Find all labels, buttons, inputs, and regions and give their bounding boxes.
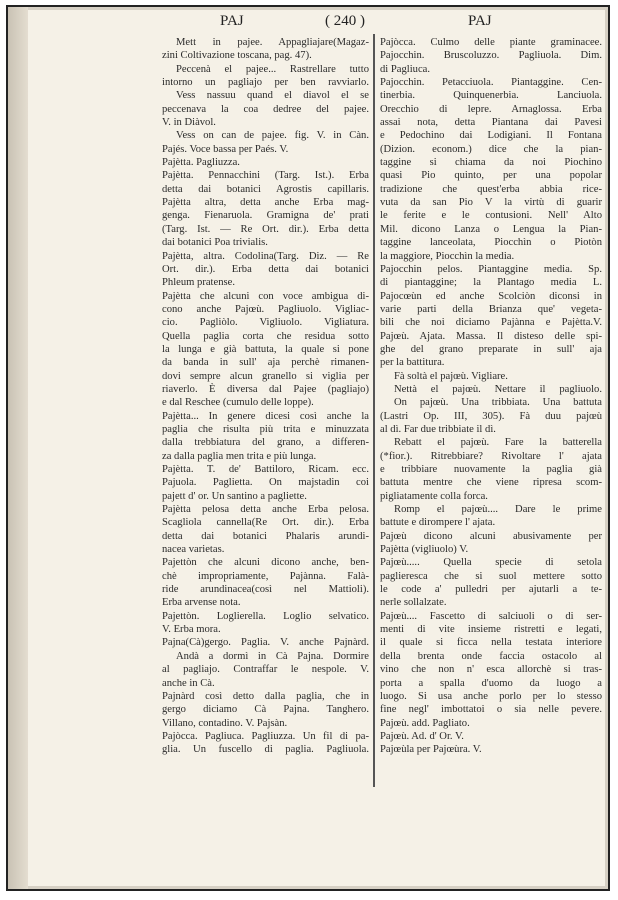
text-line: le ferite e le contusioni. Nell' Alto — [380, 210, 602, 222]
text-line: ghe del grano preparate in sull' aja — [380, 343, 602, 355]
text-line: il quale si ficca nella testata interiore — [380, 637, 602, 649]
text-line: le code a' pulledri per ajutarli a te- — [380, 584, 602, 596]
text-line: detta dai botanici Agrostis capillaris. — [162, 183, 369, 195]
text-line: intorno un pagliajo per ben ravviarlo. — [162, 77, 369, 89]
text-line: al dì. Far due tribbiate il dì. — [380, 423, 496, 435]
text-line: Pajettòn che alcuni dicono anche, ben- — [162, 557, 369, 569]
text-line: Fà soltà el pajœù. Vigliare. — [394, 370, 508, 382]
text-line: di piantaggine; la Plantago media L. — [380, 277, 602, 289]
text-line: glia. Un fuscello di paglia. Pagliuola. — [162, 744, 369, 756]
text-line: vuta da san Pio V la virtù di guarir — [380, 197, 602, 209]
text-line: riaverlo. È diversa dal Pajee (pagliajo) — [162, 383, 369, 395]
text-line: da banda in sull' aja perchè rimanen- — [162, 357, 369, 369]
text-line: Mil. dicono Lanza o Lengua la Pian- — [380, 223, 602, 235]
text-line: Peccenà el pajee... Rastrellare tutto — [176, 63, 369, 75]
text-line: e Pedochino dai Lodigiani. Il Fontana — [380, 130, 602, 142]
text-line: Pajœùla per Pajœùra. V. — [380, 744, 482, 756]
text-line: Nettà el pajœù. Nettare il pagliuolo. — [394, 383, 602, 395]
text-line: On pajœù. Una tribbiata. Una battuta — [394, 397, 602, 409]
text-line: Pajœù. add. Pagliato. — [380, 717, 470, 729]
right-column — [380, 36, 602, 757]
text-line: Pajuola. Paglietta. On majstadin coi — [162, 477, 369, 489]
text-line: Pajocœùn ed anche Scolciòn diconsi in — [380, 290, 602, 302]
text-line: (*fior.). Ritrebbiare? Rivoltare l' ajata — [380, 450, 602, 462]
text-line: Mett in pajee. Appagliajare(Magaz- — [176, 37, 369, 48]
text-line: di Pagliuca. — [380, 63, 431, 75]
running-header — [0, 13, 618, 31]
text-line: per la battitura. — [380, 357, 445, 369]
text-line: Andà a dormì in Cà Pajna. Dormire — [176, 650, 369, 662]
text-line: Vess nassuu quand el diavol el se — [176, 90, 369, 102]
text-line: e dal Reschee (cumulo delle loppe). — [162, 397, 314, 409]
text-line: paglieresca che si suol mettere sotto — [380, 570, 602, 582]
text-line: Quella paglia corta che residua sotto — [162, 330, 369, 342]
text-line: cono anche Pajœù. Pagliuolo. Vigliac- — [162, 303, 369, 315]
text-line: Pajœù.... Fascetto di salciuoli o di ser- — [380, 610, 602, 622]
header-right: PAJ — [468, 13, 492, 29]
text-line: menti di vite insieme ristretti e legati, — [380, 624, 602, 636]
text-line: V. in Diàvol. — [162, 117, 216, 129]
text-line: Pajettòn. Loglierella. Loglio selvatico. — [162, 610, 369, 622]
text-line: battute e dirompere l' ajata. — [380, 517, 496, 529]
text-line: varie parti della Brianza que' vegeta- — [380, 303, 602, 315]
text-line: zini Coltivazione toscana, pag. 47). — [162, 50, 312, 62]
text-line: Pajocchin. Bruscoluzzo. Pagliuola. Dim. — [380, 50, 602, 62]
text-line: Pajocchin pelos. Piantaggine media. Sp. — [380, 263, 602, 275]
text-line: V. Erba mora. — [162, 624, 221, 636]
page-edge — [8, 7, 28, 889]
text-line: la maggiore, Piocchìn la media. — [380, 250, 515, 262]
text-line: al pagliajo. Contraffar le nespole. V. — [162, 664, 369, 676]
text-line: Rebatt el pajœù. Fare la batterella — [394, 437, 602, 449]
text-line: gergo diciamo Cà Pajna. Tanghero. — [162, 704, 369, 716]
text-line: Pajòcca. Pagliuca. Pagliuzza. Un fil di pa- — [162, 730, 369, 742]
text-line: e tribbiare nuovamente la paglia già — [380, 464, 602, 475]
left-column — [162, 36, 369, 757]
text-line: porta a spalla d'uomo da luogo a — [380, 677, 602, 689]
text-line: taggine si chiama da noi Piochino — [380, 157, 602, 169]
text-line: peccenava la coa dedree del pajee. — [162, 103, 369, 115]
header-left: PAJ — [220, 13, 244, 29]
text-line: nacea varietas. — [162, 544, 225, 556]
text-line: Pajètta. Pagliuzza. — [162, 157, 240, 169]
text-line: Pajètta. T. de' Battiloro, Ricam. ecc. — [162, 464, 369, 475]
text-line: tinerbia. Quinquenerbia. Lanciuola. — [380, 90, 602, 102]
text-line: tradizione che quest'erba abbia rice- — [380, 183, 602, 195]
text-line: quasi Pio quinto, per una popolar — [380, 170, 602, 182]
text-line: Pajètta che alcuni con voce ambigua di- — [162, 290, 369, 302]
text-line: Pajètta, altra. Codolina(Targ. Diz. — Re — [162, 250, 369, 262]
text-line: Pajètta... In genere dicesi così anche la — [162, 410, 369, 422]
text-line: anche in Cà. — [162, 677, 215, 689]
text-line: Romp el pajœù.... Dare le prime — [394, 504, 602, 516]
text-line: battuta mentre che viene ripresa scom- — [380, 477, 602, 489]
text-line: Pajòcca. Culmo delle piante graminacee. — [380, 37, 602, 48]
text-line: vino che non n' esca allorchè si tras- — [380, 664, 602, 676]
text-line: Pajètta altra, detta anche Erba mag- — [162, 197, 369, 209]
text-line: Pajètta pelosa detta anche Erba pelosa. — [162, 504, 369, 516]
text-line: (Lastri Op. III, 305). Fà duu pajœù — [380, 410, 602, 422]
text-line: della brenta onde faccia ostacolo al — [380, 650, 602, 662]
text-line: taggine lanceolata, Piocchìn o Piotòn — [380, 237, 602, 249]
text-line: Pajés. Voce bassa per Paés. V. — [162, 143, 289, 155]
page-number: ( 240 ) — [325, 13, 365, 29]
text-line: Pajètta. Pennacchini (Targ. Ist.). Erba — [162, 170, 369, 182]
text-line: paglia che risulta più trita e minuzzata — [162, 423, 369, 435]
text-line: pajett d' or. Un santino a pagliette. — [162, 490, 307, 502]
text-line: (Dizion. econom.) dice che la pian- — [380, 143, 602, 155]
text-line: assai nota, detta Piantana dai Pavesi — [380, 117, 602, 129]
text-line: (Targ. Ist. — Re Ort. dir.). Erba detta — [162, 223, 369, 235]
text-line: za dalla paglia men trita e più lunga. — [162, 450, 317, 462]
text-line: Erba arvense nota. — [162, 597, 241, 609]
text-line: Pajœù. Ajata. Massa. Il disteso delle spi- — [380, 330, 602, 342]
text-line: cio. Pagliòlo. Vigliuolo. Vigliatura. — [162, 317, 369, 329]
text-line: ride arundinacea(così nel Mattioli). — [162, 584, 369, 596]
text-line: Pajœù dicono alcuni abusivamente per — [380, 530, 602, 542]
column-divider — [373, 34, 375, 787]
text-line: Ort. dir.). Erba detta dai botanici — [162, 263, 369, 275]
text-line: fine negl' imbottatoi o sia nelle pevere. — [380, 704, 602, 716]
text-line: dalla trebbiatura del grano, a differen- — [162, 437, 369, 449]
text-line: Pajœù. Ad. d' Or. V. — [380, 730, 464, 742]
text-line: detta dai botanici Phalaris arundi- — [162, 530, 369, 542]
text-line: pigliatamente colla forca. — [380, 490, 488, 502]
text-line: Scagliola cannella(Re Ort. dir.). Erba — [162, 517, 369, 529]
text-line: Pajocchin. Petacciuola. Piantaggine. Cen- — [380, 77, 602, 89]
text-line: Pajnàrd così detto dalla paglia, che in — [162, 690, 369, 702]
text-line: bili che noi diciamo Pajànna e Pajètta.V. — [380, 317, 602, 329]
text-line: la lunga e già battuta, la quale si pone — [162, 343, 369, 355]
text-line: Phleum pratense. — [162, 277, 235, 289]
text-line: dovi sempre alcun granello si viglia per — [162, 370, 369, 382]
text-line: Vess on can de pajee. fig. V. in Càn. — [176, 130, 369, 142]
text-line: luogo. Si usa anche porlo per lo stesso — [380, 690, 602, 702]
text-line: nerle sollalzate. — [380, 597, 447, 609]
text-line: Orecchio di lepre. Arnaglossa. Erba — [380, 103, 602, 115]
text-line: dai botanici Poa trivialis. — [162, 237, 268, 249]
text-line: Pajœù..... Quella specie di setola — [380, 557, 602, 569]
text-line: genga. Fienaruola. Gramigna de' prati — [162, 210, 369, 222]
text-line: Pajètta (vigliuolo) V. — [380, 544, 469, 556]
text-line: chè impropriamente, Pajànna. Falà- — [162, 570, 369, 582]
text-line: Villano, contadino. V. Pajsàn. — [162, 717, 288, 729]
text-line: Pajna(Cà)gergo. Paglia. V. anche Pajnàrd. — [162, 637, 369, 649]
